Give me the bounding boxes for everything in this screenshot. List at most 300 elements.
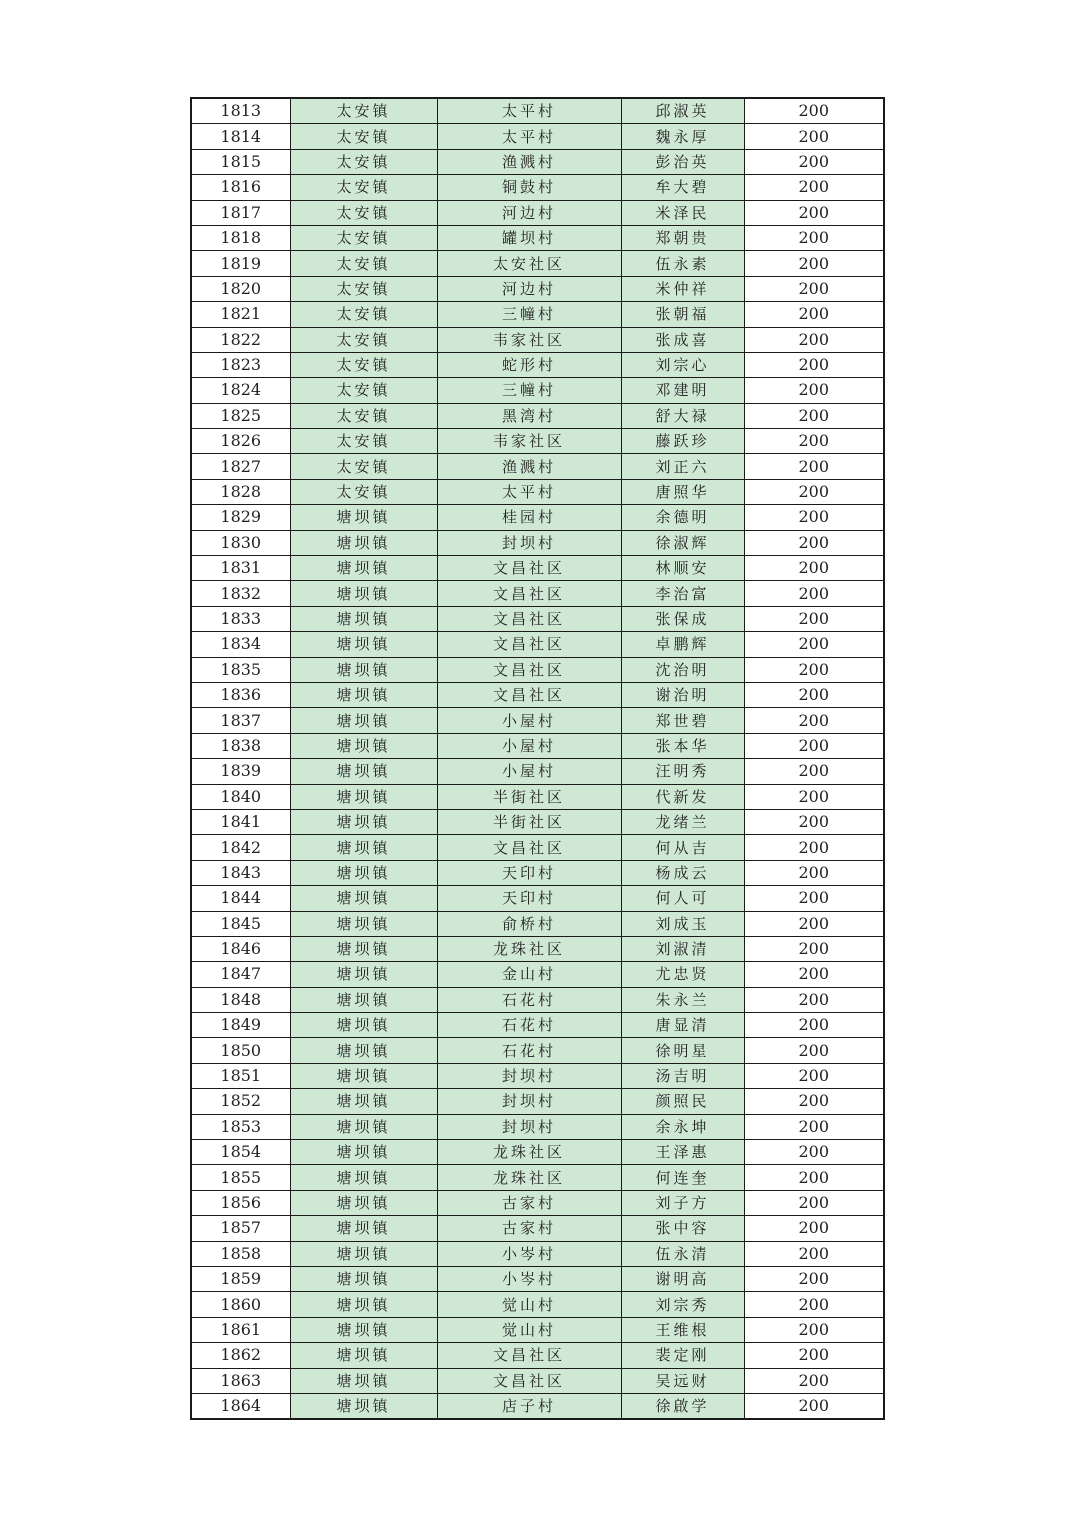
table-row xyxy=(191,606,884,631)
town-cell: 塘坝镇 xyxy=(290,530,437,555)
row-number-cell: 1839 xyxy=(191,759,290,784)
village-cell: 石花村 xyxy=(437,1038,621,1063)
town-cell: 塘坝镇 xyxy=(290,682,437,707)
village-cell: 文昌社区 xyxy=(437,682,621,707)
town-cell: 塘坝镇 xyxy=(290,1343,437,1368)
table-row xyxy=(191,886,884,911)
village-cell: 文昌社区 xyxy=(437,606,621,631)
row-number-cell: 1841 xyxy=(191,809,290,834)
table-row xyxy=(191,1089,884,1114)
name-cell: 汤吉明 xyxy=(621,1063,744,1088)
town-cell: 太安镇 xyxy=(290,352,437,377)
row-number-cell: 1857 xyxy=(191,1216,290,1241)
table-row xyxy=(191,657,884,682)
name-cell: 刘淑清 xyxy=(621,936,744,961)
town-cell: 塘坝镇 xyxy=(290,1140,437,1165)
name-cell: 谢治明 xyxy=(621,682,744,707)
name-cell: 张保成 xyxy=(621,606,744,631)
amount-cell: 200 xyxy=(744,606,884,631)
table-row xyxy=(191,327,884,352)
table-row xyxy=(191,581,884,606)
table-row xyxy=(191,175,884,200)
row-number-cell: 1831 xyxy=(191,556,290,581)
table-row xyxy=(191,1038,884,1063)
town-cell: 塘坝镇 xyxy=(290,936,437,961)
town-cell: 塘坝镇 xyxy=(290,1292,437,1317)
table-row xyxy=(191,1317,884,1342)
amount-cell: 200 xyxy=(744,225,884,250)
town-cell: 塘坝镇 xyxy=(290,860,437,885)
village-cell: 桂园村 xyxy=(437,505,621,530)
row-number-cell: 1836 xyxy=(191,682,290,707)
amount-cell: 200 xyxy=(744,1266,884,1291)
town-cell: 塘坝镇 xyxy=(290,784,437,809)
row-number-cell: 1849 xyxy=(191,1013,290,1038)
name-cell: 何连奎 xyxy=(621,1165,744,1190)
village-cell: 渔溅村 xyxy=(437,149,621,174)
table-row xyxy=(191,860,884,885)
town-cell: 塘坝镇 xyxy=(290,1114,437,1139)
amount-cell: 200 xyxy=(744,1165,884,1190)
table-row xyxy=(191,835,884,860)
town-cell: 塘坝镇 xyxy=(290,1063,437,1088)
village-cell: 古家村 xyxy=(437,1190,621,1215)
village-cell: 小屋村 xyxy=(437,708,621,733)
name-cell: 李治富 xyxy=(621,581,744,606)
town-cell: 太安镇 xyxy=(290,429,437,454)
name-cell: 张成喜 xyxy=(621,327,744,352)
village-cell: 封坝村 xyxy=(437,530,621,555)
name-cell: 沈治明 xyxy=(621,657,744,682)
name-cell: 裴定刚 xyxy=(621,1343,744,1368)
amount-cell: 200 xyxy=(744,860,884,885)
amount-cell: 200 xyxy=(744,708,884,733)
town-cell: 塘坝镇 xyxy=(290,759,437,784)
village-cell: 文昌社区 xyxy=(437,632,621,657)
row-number-cell: 1815 xyxy=(191,149,290,174)
row-number-cell: 1855 xyxy=(191,1165,290,1190)
table-row xyxy=(191,1190,884,1215)
town-cell: 塘坝镇 xyxy=(290,556,437,581)
amount-cell: 200 xyxy=(744,1114,884,1139)
row-number-cell: 1838 xyxy=(191,733,290,758)
town-cell: 塘坝镇 xyxy=(290,835,437,860)
village-cell: 太平村 xyxy=(437,98,621,124)
village-cell: 三幢村 xyxy=(437,302,621,327)
town-cell: 塘坝镇 xyxy=(290,1013,437,1038)
row-number-cell: 1837 xyxy=(191,708,290,733)
name-cell: 邱淑英 xyxy=(621,98,744,124)
town-cell: 塘坝镇 xyxy=(290,505,437,530)
town-cell: 塘坝镇 xyxy=(290,962,437,987)
amount-cell: 200 xyxy=(744,149,884,174)
name-cell: 刘子方 xyxy=(621,1190,744,1215)
town-cell: 太安镇 xyxy=(290,378,437,403)
village-cell: 封坝村 xyxy=(437,1063,621,1088)
amount-cell: 200 xyxy=(744,251,884,276)
village-cell: 太平村 xyxy=(437,124,621,149)
village-cell: 古家村 xyxy=(437,1216,621,1241)
town-cell: 塘坝镇 xyxy=(290,632,437,657)
name-cell: 张本华 xyxy=(621,733,744,758)
roster-table xyxy=(190,97,885,1420)
amount-cell: 200 xyxy=(744,733,884,758)
amount-cell: 200 xyxy=(744,911,884,936)
row-number-cell: 1828 xyxy=(191,479,290,504)
village-cell: 觉山村 xyxy=(437,1317,621,1342)
table-row xyxy=(191,149,884,174)
table-row xyxy=(191,276,884,301)
row-number-cell: 1844 xyxy=(191,886,290,911)
row-number-cell: 1818 xyxy=(191,225,290,250)
village-cell: 小屋村 xyxy=(437,733,621,758)
row-number-cell: 1840 xyxy=(191,784,290,809)
amount-cell: 200 xyxy=(744,276,884,301)
row-number-cell: 1814 xyxy=(191,124,290,149)
name-cell: 林顺安 xyxy=(621,556,744,581)
name-cell: 汪明秀 xyxy=(621,759,744,784)
row-number-cell: 1817 xyxy=(191,200,290,225)
amount-cell: 200 xyxy=(744,987,884,1012)
village-cell: 韦家社区 xyxy=(437,327,621,352)
amount-cell: 200 xyxy=(744,886,884,911)
name-cell: 张中容 xyxy=(621,1216,744,1241)
table-row xyxy=(191,302,884,327)
name-cell: 伍永素 xyxy=(621,251,744,276)
village-cell: 半街社区 xyxy=(437,809,621,834)
name-cell: 杨成云 xyxy=(621,860,744,885)
town-cell: 塘坝镇 xyxy=(290,581,437,606)
row-number-cell: 1834 xyxy=(191,632,290,657)
name-cell: 朱永兰 xyxy=(621,987,744,1012)
row-number-cell: 1842 xyxy=(191,835,290,860)
row-number-cell: 1847 xyxy=(191,962,290,987)
name-cell: 何从吉 xyxy=(621,835,744,860)
name-cell: 余永坤 xyxy=(621,1114,744,1139)
village-cell: 石花村 xyxy=(437,1013,621,1038)
name-cell: 徐明星 xyxy=(621,1038,744,1063)
row-number-cell: 1835 xyxy=(191,657,290,682)
name-cell: 郑世碧 xyxy=(621,708,744,733)
village-cell: 文昌社区 xyxy=(437,1368,621,1393)
name-cell: 徐淑辉 xyxy=(621,530,744,555)
village-cell: 天印村 xyxy=(437,886,621,911)
amount-cell: 200 xyxy=(744,682,884,707)
table-row xyxy=(191,530,884,555)
row-number-cell: 1822 xyxy=(191,327,290,352)
row-number-cell: 1825 xyxy=(191,403,290,428)
village-cell: 太安社区 xyxy=(437,251,621,276)
amount-cell: 200 xyxy=(744,479,884,504)
amount-cell: 200 xyxy=(744,556,884,581)
table-row xyxy=(191,708,884,733)
name-cell: 刘正六 xyxy=(621,454,744,479)
table-row xyxy=(191,1241,884,1266)
table-row xyxy=(191,632,884,657)
table-row xyxy=(191,1343,884,1368)
row-number-cell: 1843 xyxy=(191,860,290,885)
table-row xyxy=(191,733,884,758)
village-cell: 文昌社区 xyxy=(437,657,621,682)
row-number-cell: 1851 xyxy=(191,1063,290,1088)
amount-cell: 200 xyxy=(744,835,884,860)
name-cell: 卓鹏辉 xyxy=(621,632,744,657)
name-cell: 藤跃珍 xyxy=(621,429,744,454)
table-row xyxy=(191,1063,884,1088)
village-cell: 文昌社区 xyxy=(437,581,621,606)
amount-cell: 200 xyxy=(744,1343,884,1368)
amount-cell: 200 xyxy=(744,302,884,327)
amount-cell: 200 xyxy=(744,581,884,606)
town-cell: 塘坝镇 xyxy=(290,1393,437,1419)
amount-cell: 200 xyxy=(744,1292,884,1317)
name-cell: 邓建明 xyxy=(621,378,744,403)
amount-cell: 200 xyxy=(744,1216,884,1241)
row-number-cell: 1852 xyxy=(191,1089,290,1114)
row-number-cell: 1864 xyxy=(191,1393,290,1419)
village-cell: 俞桥村 xyxy=(437,911,621,936)
row-number-cell: 1845 xyxy=(191,911,290,936)
row-number-cell: 1829 xyxy=(191,505,290,530)
name-cell: 唐照华 xyxy=(621,479,744,504)
name-cell: 魏永厚 xyxy=(621,124,744,149)
table-row xyxy=(191,1266,884,1291)
town-cell: 太安镇 xyxy=(290,454,437,479)
amount-cell: 200 xyxy=(744,1317,884,1342)
row-number-cell: 1833 xyxy=(191,606,290,631)
table-row xyxy=(191,200,884,225)
name-cell: 伍永清 xyxy=(621,1241,744,1266)
name-cell: 何人可 xyxy=(621,886,744,911)
amount-cell: 200 xyxy=(744,454,884,479)
village-cell: 石花村 xyxy=(437,987,621,1012)
village-cell: 龙珠社区 xyxy=(437,1165,621,1190)
row-number-cell: 1858 xyxy=(191,1241,290,1266)
row-number-cell: 1823 xyxy=(191,352,290,377)
town-cell: 太安镇 xyxy=(290,124,437,149)
village-cell: 小屋村 xyxy=(437,759,621,784)
village-cell: 小岑村 xyxy=(437,1266,621,1291)
village-cell: 罐坝村 xyxy=(437,225,621,250)
village-cell: 文昌社区 xyxy=(437,835,621,860)
row-number-cell: 1856 xyxy=(191,1190,290,1215)
amount-cell: 200 xyxy=(744,632,884,657)
village-cell: 三幢村 xyxy=(437,378,621,403)
name-cell: 余德明 xyxy=(621,505,744,530)
town-cell: 塘坝镇 xyxy=(290,1266,437,1291)
village-cell: 龙珠社区 xyxy=(437,1140,621,1165)
village-cell: 觉山村 xyxy=(437,1292,621,1317)
amount-cell: 200 xyxy=(744,98,884,124)
table-row xyxy=(191,403,884,428)
name-cell: 尤忠贤 xyxy=(621,962,744,987)
table-row xyxy=(191,251,884,276)
row-number-cell: 1854 xyxy=(191,1140,290,1165)
name-cell: 张朝福 xyxy=(621,302,744,327)
table-row xyxy=(191,378,884,403)
amount-cell: 200 xyxy=(744,378,884,403)
table-row xyxy=(191,1114,884,1139)
town-cell: 塘坝镇 xyxy=(290,1089,437,1114)
amount-cell: 200 xyxy=(744,124,884,149)
name-cell: 王泽惠 xyxy=(621,1140,744,1165)
village-cell: 蛇形村 xyxy=(437,352,621,377)
amount-cell: 200 xyxy=(744,352,884,377)
row-number-cell: 1813 xyxy=(191,98,290,124)
town-cell: 太安镇 xyxy=(290,149,437,174)
row-number-cell: 1827 xyxy=(191,454,290,479)
table-row xyxy=(191,936,884,961)
table-row xyxy=(191,759,884,784)
name-cell: 龙绪兰 xyxy=(621,809,744,834)
amount-cell: 200 xyxy=(744,1368,884,1393)
village-cell: 河边村 xyxy=(437,200,621,225)
name-cell: 谢明高 xyxy=(621,1266,744,1291)
town-cell: 塘坝镇 xyxy=(290,657,437,682)
table-row xyxy=(191,911,884,936)
name-cell: 颜照民 xyxy=(621,1089,744,1114)
town-cell: 塘坝镇 xyxy=(290,708,437,733)
table-row xyxy=(191,987,884,1012)
town-cell: 塘坝镇 xyxy=(290,1317,437,1342)
town-cell: 太安镇 xyxy=(290,225,437,250)
village-cell: 河边村 xyxy=(437,276,621,301)
town-cell: 塘坝镇 xyxy=(290,911,437,936)
row-number-cell: 1830 xyxy=(191,530,290,555)
table-row xyxy=(191,962,884,987)
name-cell: 米仲祥 xyxy=(621,276,744,301)
town-cell: 太安镇 xyxy=(290,175,437,200)
amount-cell: 200 xyxy=(744,657,884,682)
table-row xyxy=(191,124,884,149)
table-row xyxy=(191,429,884,454)
village-cell: 渔溅村 xyxy=(437,454,621,479)
amount-cell: 200 xyxy=(744,1038,884,1063)
row-number-cell: 1819 xyxy=(191,251,290,276)
village-cell: 龙珠社区 xyxy=(437,936,621,961)
table-row xyxy=(191,1292,884,1317)
town-cell: 太安镇 xyxy=(290,98,437,124)
table-row xyxy=(191,479,884,504)
town-cell: 太安镇 xyxy=(290,251,437,276)
village-cell: 天印村 xyxy=(437,860,621,885)
name-cell: 刘宗心 xyxy=(621,352,744,377)
village-cell: 封坝村 xyxy=(437,1089,621,1114)
village-cell: 半街社区 xyxy=(437,784,621,809)
row-number-cell: 1821 xyxy=(191,302,290,327)
town-cell: 太安镇 xyxy=(290,302,437,327)
town-cell: 塘坝镇 xyxy=(290,733,437,758)
row-number-cell: 1832 xyxy=(191,581,290,606)
name-cell: 牟大碧 xyxy=(621,175,744,200)
row-number-cell: 1861 xyxy=(191,1317,290,1342)
village-cell: 店子村 xyxy=(437,1393,621,1419)
name-cell: 吴远财 xyxy=(621,1368,744,1393)
table-row xyxy=(191,809,884,834)
town-cell: 塘坝镇 xyxy=(290,1368,437,1393)
name-cell: 徐啟学 xyxy=(621,1393,744,1419)
village-cell: 太平村 xyxy=(437,479,621,504)
row-number-cell: 1863 xyxy=(191,1368,290,1393)
name-cell: 刘宗秀 xyxy=(621,1292,744,1317)
village-cell: 小岑村 xyxy=(437,1241,621,1266)
amount-cell: 200 xyxy=(744,1190,884,1215)
amount-cell: 200 xyxy=(744,175,884,200)
row-number-cell: 1846 xyxy=(191,936,290,961)
row-number-cell: 1820 xyxy=(191,276,290,301)
amount-cell: 200 xyxy=(744,1393,884,1419)
village-cell: 文昌社区 xyxy=(437,556,621,581)
town-cell: 塘坝镇 xyxy=(290,809,437,834)
town-cell: 塘坝镇 xyxy=(290,1216,437,1241)
town-cell: 塘坝镇 xyxy=(290,606,437,631)
amount-cell: 200 xyxy=(744,505,884,530)
village-cell: 封坝村 xyxy=(437,1114,621,1139)
town-cell: 塘坝镇 xyxy=(290,1190,437,1215)
town-cell: 塘坝镇 xyxy=(290,987,437,1012)
name-cell: 米泽民 xyxy=(621,200,744,225)
table-row xyxy=(191,1013,884,1038)
table-row xyxy=(191,556,884,581)
amount-cell: 200 xyxy=(744,200,884,225)
village-cell: 黑湾村 xyxy=(437,403,621,428)
amount-cell: 200 xyxy=(744,1063,884,1088)
row-number-cell: 1848 xyxy=(191,987,290,1012)
name-cell: 彭治英 xyxy=(621,149,744,174)
amount-cell: 200 xyxy=(744,1140,884,1165)
town-cell: 塘坝镇 xyxy=(290,1165,437,1190)
name-cell: 王维根 xyxy=(621,1317,744,1342)
name-cell: 刘成玉 xyxy=(621,911,744,936)
amount-cell: 200 xyxy=(744,403,884,428)
amount-cell: 200 xyxy=(744,809,884,834)
table-row xyxy=(191,1165,884,1190)
village-cell: 韦家社区 xyxy=(437,429,621,454)
amount-cell: 200 xyxy=(744,327,884,352)
table-row xyxy=(191,1140,884,1165)
row-number-cell: 1853 xyxy=(191,1114,290,1139)
amount-cell: 200 xyxy=(744,1013,884,1038)
table-row xyxy=(191,454,884,479)
roster-table-body xyxy=(191,98,884,1419)
table-row xyxy=(191,682,884,707)
row-number-cell: 1850 xyxy=(191,1038,290,1063)
row-number-cell: 1816 xyxy=(191,175,290,200)
amount-cell: 200 xyxy=(744,936,884,961)
table-row xyxy=(191,505,884,530)
row-number-cell: 1859 xyxy=(191,1266,290,1291)
town-cell: 太安镇 xyxy=(290,276,437,301)
table-row xyxy=(191,352,884,377)
village-cell: 文昌社区 xyxy=(437,1343,621,1368)
name-cell: 郑朝贵 xyxy=(621,225,744,250)
row-number-cell: 1862 xyxy=(191,1343,290,1368)
town-cell: 太安镇 xyxy=(290,200,437,225)
amount-cell: 200 xyxy=(744,759,884,784)
table-row xyxy=(191,1216,884,1241)
village-cell: 金山村 xyxy=(437,962,621,987)
village-cell: 铜鼓村 xyxy=(437,175,621,200)
row-number-cell: 1860 xyxy=(191,1292,290,1317)
amount-cell: 200 xyxy=(744,530,884,555)
row-number-cell: 1826 xyxy=(191,429,290,454)
row-number-cell: 1824 xyxy=(191,378,290,403)
name-cell: 唐显清 xyxy=(621,1013,744,1038)
table-row xyxy=(191,225,884,250)
town-cell: 塘坝镇 xyxy=(290,886,437,911)
table-row xyxy=(191,784,884,809)
town-cell: 太安镇 xyxy=(290,327,437,352)
